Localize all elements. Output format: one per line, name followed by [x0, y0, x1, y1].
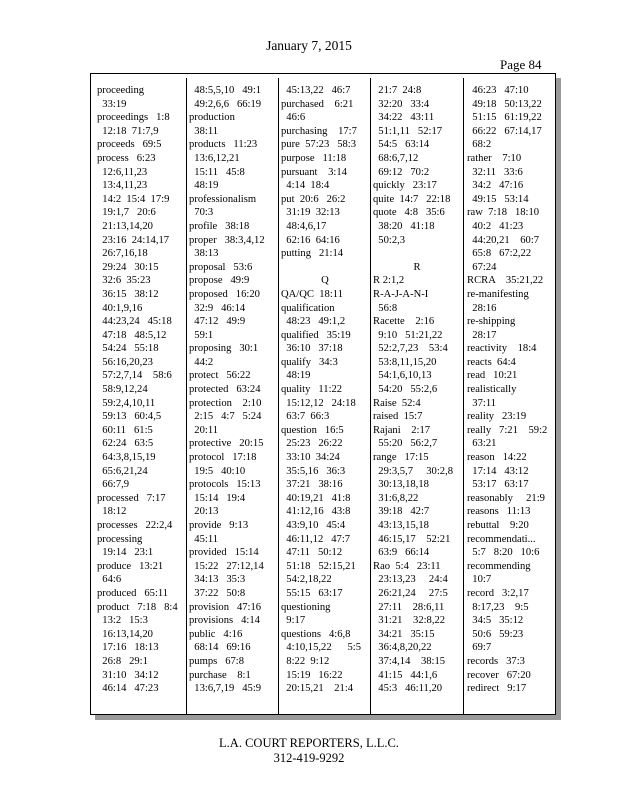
index-line: 54:20 55:2,6 [373, 384, 438, 396]
index-line: 8:22 9:12 [281, 655, 330, 667]
index-line: process 6:23 [97, 152, 156, 164]
column-divider [463, 78, 464, 714]
index-line: reactivity 18:4 [467, 343, 537, 355]
index-line: 48:5,5,10 49:1 [189, 85, 262, 96]
index-line: 31:10 34:12 [97, 669, 159, 681]
section-letter: Q [321, 275, 329, 287]
index-line: 39:18 42:7 [373, 506, 430, 518]
index-line: 31:21 32:8,22 [373, 615, 446, 627]
index-line: 69:12 70:2 [373, 166, 430, 178]
index-line: proposing 30:1 [189, 343, 259, 355]
index-line: purchased 6:21 [281, 98, 354, 110]
index-line: 20:13 [189, 506, 219, 518]
index-line: 31:19 32:13 [281, 207, 340, 219]
index-line [373, 247, 461, 261]
index-line: Rajani 2:17 [373, 424, 431, 436]
index-line: 35:5,16 36:3 [281, 465, 346, 477]
index-line: 49:2,6,6 66:19 [189, 98, 262, 110]
index-line: 8:17,23 9:5 [467, 601, 529, 613]
index-line: 12:6,11,23 [97, 166, 148, 178]
index-line: pure 57:23 58:3 [281, 139, 357, 151]
index-line: QA/QC 18:11 [281, 288, 343, 300]
index-line: 36:15 38:12 [97, 288, 159, 300]
index-line: 56:8 [373, 302, 398, 314]
index-line: 62:16 64:16 [281, 234, 340, 246]
index-line: reason 14:22 [467, 452, 527, 464]
index-line: 34:21 35:15 [373, 628, 435, 640]
index-line: 48:4,6,17 [281, 220, 327, 232]
index-line: 59:1 [189, 329, 214, 341]
column-divider [278, 78, 279, 714]
index-line: read 10:21 [467, 370, 518, 382]
index-line: 34:2 47:16 [467, 180, 524, 192]
index-line: 15:19 16:22 [281, 669, 343, 681]
index-line: 58:9,12,24 [97, 384, 148, 396]
index-line: 43:9,10 45:4 [281, 520, 346, 531]
index-line: 32:20 33:4 [373, 98, 430, 110]
index-line: 51:18 52:15,21 [281, 560, 356, 572]
index-line: 43:13,15,18 [373, 520, 429, 531]
index-line: range 17:15 [373, 452, 429, 464]
index-line: Raise 52:4 [373, 397, 421, 409]
index-line: raw 7:18 18:10 [467, 207, 540, 219]
index-line: public 4:16 [189, 628, 243, 640]
index-line: RCRA 35:21,22 [467, 275, 544, 287]
index-line: 54:2,18,22 [281, 574, 332, 586]
index-line: 28:17 [467, 329, 497, 341]
index-line: 62:24 63:5 [97, 438, 154, 450]
index-line: 27:11 28:6,11 [373, 601, 445, 613]
footer [0, 736, 618, 766]
index-line: produce 13:21 [97, 560, 164, 572]
index-line: 34:13 35:3 [189, 574, 246, 586]
index-line: 10:7 [467, 574, 492, 586]
index-line: proper 38:3,4,12 [189, 234, 265, 246]
index-line: provision 47:16 [189, 601, 262, 613]
index-line: raised 15:7 [373, 411, 423, 423]
index-line [281, 261, 369, 275]
index-line: provided 15:14 [189, 547, 259, 559]
index-line: 56:16,20,23 [97, 356, 153, 368]
index-line: 44:20,21 60:7 [467, 234, 540, 246]
index-line: 32:9 46:14 [189, 302, 246, 314]
index-line: 25:23 26:22 [281, 438, 343, 450]
index-line: redirect 9:17 [467, 683, 527, 695]
index-line: 54:24 55:18 [97, 343, 159, 355]
page-number: Page 84 [500, 57, 542, 72]
index-line: qualification [281, 302, 335, 314]
index-frame [90, 73, 556, 715]
index-line: 45:11 [189, 533, 219, 545]
index-line: purchasing 17:7 [281, 125, 357, 137]
index-line: profile 38:18 [189, 220, 250, 232]
index-line: 33:10 34:24 [281, 452, 340, 464]
index-line: really 7:21 59:2 [467, 424, 548, 436]
index-line: 48:23 49:1,2 [281, 316, 346, 328]
index-line: 26:21,24 27:5 [373, 587, 448, 599]
index-line: protected 63:24 [189, 384, 261, 396]
index-line: reality 23:19 [467, 411, 527, 423]
index-line: recover 67:20 [467, 669, 531, 681]
index-line: 46:23 47:10 [467, 85, 529, 96]
index-line: reasons 11:13 [467, 506, 531, 518]
index-line: 34:22 43:11 [373, 112, 435, 124]
index-line: 13:4,11,23 [97, 180, 148, 192]
index-line: R-A-J-A-N-I [373, 288, 429, 300]
index-line: protocol 17:18 [189, 452, 257, 464]
index-line: rebuttal 9:20 [467, 520, 529, 531]
index-line: 32:6 35:23 [97, 275, 151, 287]
index-line: 66:7,9 [97, 479, 130, 491]
index-line: 63:7 66:3 [281, 411, 330, 423]
index-line: 48:19 [281, 370, 311, 382]
index-line: 49:15 53:14 [467, 193, 529, 205]
index-line: putting 21:14 [281, 248, 344, 260]
index-line: 15:12,12 24:18 [281, 397, 356, 409]
index-line: questions 4:6,8 [281, 628, 351, 640]
index-line: 44:2 [189, 356, 214, 368]
index-line: quite 14:7 22:18 [373, 193, 451, 205]
column-divider [186, 78, 187, 714]
index-line: 20:15,21 21:4 [281, 683, 354, 695]
index-line: 16:13,14,20 [97, 628, 153, 640]
index-line: 46:11,12 47:7 [281, 533, 351, 545]
index-line: 21:7 24:8 [373, 85, 422, 96]
index-line: 44:23,24 45:18 [97, 316, 172, 328]
index-line: 19:1,7 20:6 [97, 207, 156, 219]
index-line: 47:11 50:12 [281, 547, 343, 559]
index-line: qualify 34:3 [281, 356, 338, 368]
index-line: purpose 11:18 [281, 152, 347, 164]
index-line: 38:11 [189, 125, 219, 137]
index-line: 40:2 41:23 [467, 220, 524, 232]
footer-company: L.A. COURT REPORTERS, L.L.C. [219, 736, 399, 750]
index-line: Rao 5:4 23:11 [373, 560, 441, 572]
index-line: 29:24 30:15 [97, 261, 159, 273]
index-line: 47:18 48:5,12 [97, 329, 167, 341]
index-line: 13:6,7,19 45:9 [189, 683, 262, 695]
index-column-1 [97, 84, 185, 696]
index-line: 29:3,5,7 30:2,8 [373, 465, 454, 477]
index-line: 53:17 63:17 [467, 479, 529, 491]
index-line: record 3:2,17 [467, 587, 529, 599]
index-line: 36:10 37:18 [281, 343, 343, 355]
index-line: records 37:3 [467, 655, 525, 667]
index-line: 55:15 63:17 [281, 587, 343, 599]
index-line: 65:6,21,24 [97, 465, 148, 477]
index-line: 38:20 41:18 [373, 220, 435, 232]
index-line: 12:18 71:7,9 [97, 125, 159, 137]
index-line: quote 4:8 35:6 [373, 207, 445, 219]
index-line: 17:16 18:13 [97, 642, 159, 654]
index-line: 64:3,8,15,19 [97, 452, 156, 464]
column-divider [370, 78, 371, 714]
index-line: proceeds 69:5 [97, 139, 162, 151]
index-line: 69:7 [467, 642, 492, 654]
index-line: 45:3 46:11,20 [373, 683, 443, 695]
index-line: 41:12,16 43:8 [281, 506, 351, 518]
index-line: propose 49:9 [189, 275, 250, 287]
index-line: 63:9 66:14 [373, 547, 430, 559]
index-line: protect 56:22 [189, 370, 251, 382]
index-line: 59:2,4,10,11 [97, 397, 156, 409]
index-line: reasonably 21:9 [467, 492, 545, 504]
index-line: 26:7,16,18 [97, 248, 148, 260]
index-line: 14:2 15:4 17:9 [97, 193, 170, 205]
index-line: 28:16 [467, 302, 497, 314]
index-line: 46:15,17 52:21 [373, 533, 451, 545]
index-line: 23:13,23 24:4 [373, 574, 448, 586]
index-line: proposed 16:20 [189, 288, 260, 300]
index-line: 15:14 19:4 [189, 492, 246, 504]
index-line: 15:11 45:8 [189, 166, 245, 178]
index-line: 51:15 61:19,22 [467, 112, 542, 124]
index-line: 59:13 60:4,5 [97, 411, 162, 423]
index-line: pumps 67:8 [189, 655, 245, 667]
section-letter: R [413, 261, 421, 273]
index-line: question 16:5 [281, 424, 344, 436]
index-line: R 2:1,2 [373, 275, 405, 287]
index-line: 37:21 38:16 [281, 479, 343, 491]
index-line: proceeding [97, 85, 145, 96]
index-line: 55:20 56:2,7 [373, 438, 438, 450]
index-line: Racette 2:16 [373, 316, 435, 328]
index-line: qualified 35:19 [281, 329, 351, 341]
index-line: pursuant 3:14 [281, 166, 347, 178]
index-line: 33:19 [97, 98, 127, 110]
index-line: processing [97, 533, 143, 545]
index-line: put 20:6 26:2 [281, 193, 346, 205]
index-line: quickly 23:17 [373, 180, 437, 192]
index-line: re-manifesting [467, 288, 529, 300]
index-line: 31:6,8,22 [373, 492, 419, 504]
index-line: 34:5 35:12 [467, 615, 524, 627]
index-line: 66:22 67:14,17 [467, 125, 542, 137]
index-line: 65:8 67:2,22 [467, 248, 532, 260]
index-line: 40:19,21 41:8 [281, 492, 351, 504]
index-line: provisions 4:14 [189, 615, 260, 627]
index-line: purchase 8:1 [189, 669, 251, 681]
index-line: 51:1,11 52:17 [373, 125, 443, 137]
footer-phone: 312-419-9292 [273, 751, 345, 765]
index-line: 52:2,7,23 53:4 [373, 343, 448, 355]
index-line: proposal 53:6 [189, 261, 253, 273]
header-date: January 7, 2015 [266, 38, 352, 53]
index-line: 40:1,9,16 [97, 302, 143, 314]
index-line: 54:5 63:14 [373, 139, 430, 151]
index-line: 63:21 [467, 438, 497, 450]
index-line: protection 2:10 [189, 397, 262, 409]
index-line: 46:14 47:23 [97, 683, 159, 695]
index-line: 37:4,14 38:15 [373, 655, 446, 667]
index-line: 9:10 51:21,22 [373, 329, 443, 341]
index-line: 37:22 50:8 [189, 587, 246, 599]
index-line: processes 22:2,4 [97, 520, 173, 531]
index-line: 41:15 44:1,6 [373, 669, 438, 681]
index-line: 19:14 23:1 [97, 547, 154, 559]
index-line: reacts 64:4 [467, 356, 516, 368]
index-line: 60:11 61:5 [97, 424, 153, 436]
index-line: 38:13 [189, 248, 219, 260]
index-line: 70:3 [189, 207, 214, 219]
index-line: 17:14 43:12 [467, 465, 529, 477]
index-line: 2:15 4:7 5:24 [189, 411, 262, 423]
index-line: processed 7:17 [97, 492, 166, 504]
index-line: 37:11 [467, 397, 497, 409]
index-line: 20:11 [189, 424, 219, 436]
index-line: recommendati... [467, 533, 536, 545]
index-line: 21:13,14,20 [97, 220, 153, 232]
index-line: realistically [467, 384, 517, 396]
index-line: 47:12 49:9 [189, 316, 246, 328]
index-line: 4:10,15,22 5:5 [281, 642, 362, 654]
index-line: 53:8,11,15,20 [373, 356, 437, 368]
index-line: 32:11 33:6 [467, 166, 523, 178]
index-line: protective 20:15 [189, 438, 264, 450]
index-line: 50:6 59:23 [467, 628, 524, 640]
index-line: 68:2 [467, 139, 492, 151]
index-line: 36:4,8,20,22 [373, 642, 432, 654]
index-line: re-shipping [467, 316, 516, 328]
index-line: 4:14 18:4 [281, 180, 330, 192]
index-line: 57:2,7,14 58:6 [97, 370, 172, 382]
index-line: 13:2 15:3 [97, 615, 148, 627]
index-line: rather 7:10 [467, 152, 522, 164]
index-line: professionalism [189, 193, 257, 205]
index-column-4 [373, 84, 461, 696]
index-column-3 [281, 84, 369, 696]
index-line: protocols 15:13 [189, 479, 261, 491]
index-line: 48:19 [189, 180, 219, 192]
index-line: 54:1,6,10,13 [373, 370, 432, 382]
index-line: 67:24 [467, 261, 497, 273]
index-line: provide 9:13 [189, 520, 249, 531]
index-line: 9:17 [281, 615, 306, 627]
index-line: 13:6,12,21 [189, 152, 240, 164]
index-line: produced 65:11 [97, 587, 169, 599]
index-line: 49:18 50:13,22 [467, 98, 542, 110]
index-line: 26:8 29:1 [97, 655, 148, 667]
index-line: proceedings 1:8 [97, 112, 170, 124]
index-line: products 11:23 [189, 139, 258, 151]
index-line: 18:12 [97, 506, 127, 518]
index-line: production [189, 112, 235, 124]
index-line: 19:5 40:10 [189, 465, 246, 477]
index-line: 5:7 8:20 10:6 [467, 547, 540, 559]
index-line: 15:22 27:12,14 [189, 560, 264, 572]
index-line: 68:14 69:16 [189, 642, 251, 654]
index-line: quality 11:22 [281, 384, 343, 396]
index-line: 50:2,3 [373, 234, 406, 246]
index-column-2 [189, 84, 277, 696]
index-line: 64:6 [97, 574, 122, 586]
index-line: 45:13,22 46:7 [281, 85, 351, 96]
index-column-5 [467, 84, 555, 696]
index-line: questioning [281, 601, 331, 613]
index-line: product 7:18 8:4 [97, 601, 178, 613]
index-line: 46:6 [281, 112, 306, 124]
index-line: 30:13,18,18 [373, 479, 429, 491]
index-line: recommending [467, 560, 531, 572]
index-line: 68:6,7,12 [373, 152, 419, 164]
index-line: 23:16 24:14,17 [97, 234, 170, 246]
